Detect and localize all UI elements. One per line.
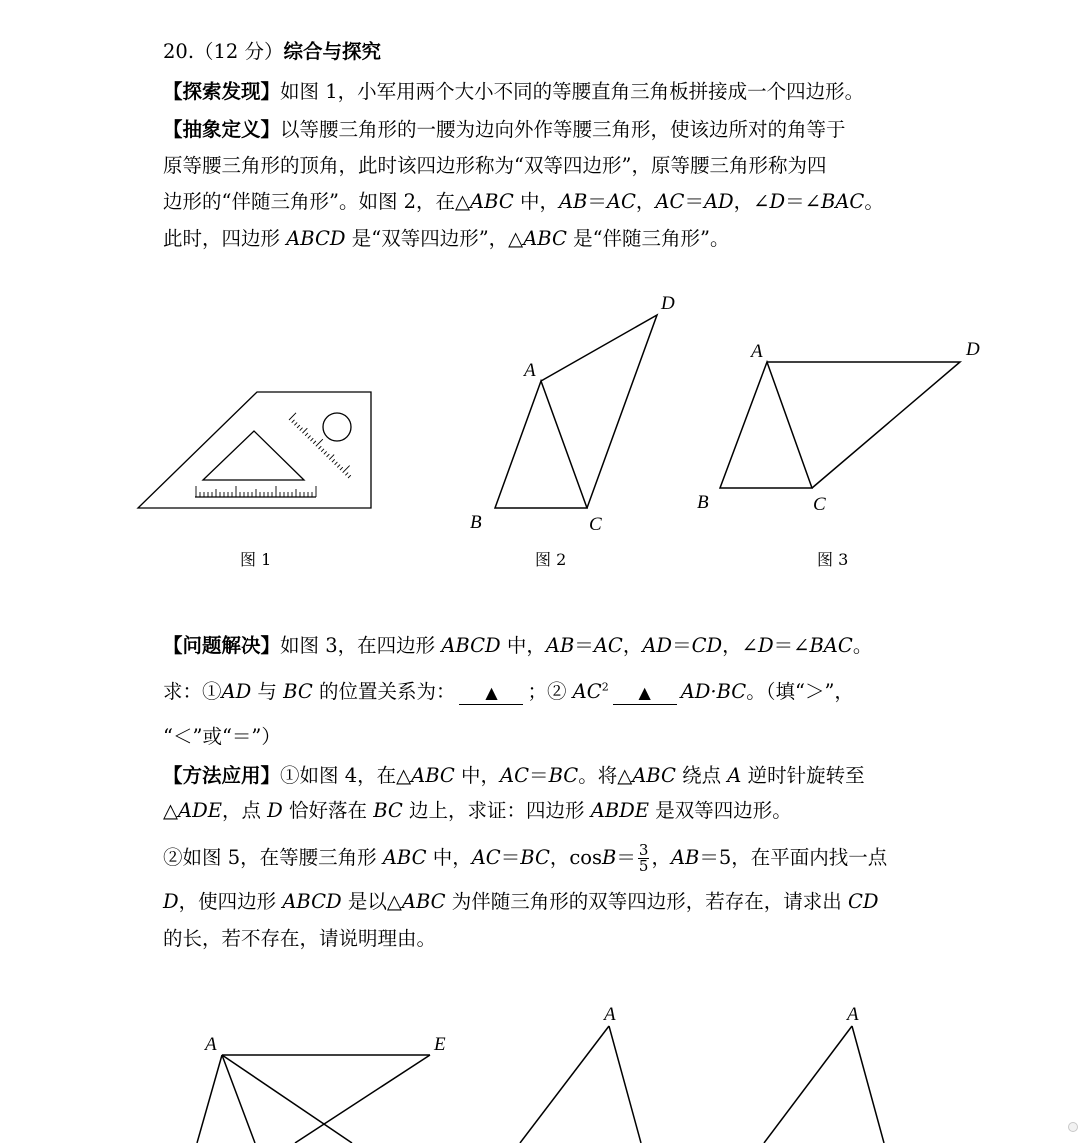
fig4-label-a: A [205, 1034, 217, 1055]
text-span: ， [651, 846, 671, 869]
text-span: ；② [527, 680, 573, 703]
fig4-segment-ac [222, 1055, 352, 1143]
fig3-label-d: D [966, 339, 980, 360]
definition-tag: 【抽象定义】 [163, 118, 281, 141]
text-span: 中， [454, 764, 501, 787]
ruler-tick [335, 462, 338, 465]
math-var: D [267, 799, 283, 822]
text-span: ，使四边形 [178, 890, 283, 913]
definition-line-3 [163, 188, 923, 216]
text-span: 绕点 [675, 764, 728, 787]
text-span: 是“双等四边形”，△ [345, 227, 524, 250]
definition-text-2: 原等腰三角形的顶角，此时该四边形称为“双等四边形”，原等腰三角形称为四 [163, 154, 827, 177]
ruler-tick [345, 473, 348, 476]
math-var: AC [500, 764, 530, 787]
math-var: AD [703, 190, 734, 213]
fig5-segment-ab [520, 1026, 609, 1143]
fraction-numerator: 3 [638, 841, 649, 859]
fig6-label-a: A [847, 1004, 859, 1025]
text-span: ， [635, 190, 656, 213]
math-var: AC [593, 634, 623, 657]
fig2-label-b: B [470, 512, 482, 533]
ruler-tick [310, 438, 313, 441]
fig3-label-b: B [697, 492, 709, 513]
math-var: AC [606, 190, 636, 213]
math-var: ABCD [282, 890, 342, 913]
method-line-1 [163, 762, 923, 790]
fig3-label-c: C [813, 494, 826, 515]
text-span: 的位置关系为： [312, 680, 456, 703]
fig5-label-a: A [604, 1004, 616, 1025]
text-span: 。 [852, 634, 873, 657]
text-span: 此时，四边形 [163, 227, 287, 250]
question-title: 综合与探究 [283, 40, 382, 63]
math-var: AD [221, 680, 252, 703]
text-span: 是双等四边形。 [649, 799, 792, 822]
fig2-triangle-acd [541, 315, 657, 508]
text-span: ＝ [672, 634, 692, 657]
math-var: BC [548, 764, 579, 787]
text-span: 为伴随三角形的双等四边形，若存在，请求出 [445, 890, 848, 913]
text-span: ，∠ [733, 190, 770, 213]
definition-line-1 [163, 116, 923, 144]
explore-text: 如图 1，小军用两个大小不同的等腰直角三角板拼接成一个四边形。 [280, 80, 865, 103]
scroll-indicator[interactable] [1068, 1122, 1078, 1132]
ruler-tick [292, 420, 295, 423]
method-tag: 【方法应用】 [163, 764, 281, 787]
problem-tag: 【问题解决】 [163, 634, 281, 657]
math-var: BC [283, 680, 313, 703]
math-var: ABC [523, 227, 567, 250]
fig2-label-c: C [589, 514, 602, 535]
figure-4-labels [203, 1034, 446, 1055]
ruler-tick [305, 433, 308, 436]
text-span: 的长，若不存在，请说明理由。 [163, 927, 437, 950]
ruler-ticks-diagonal [289, 413, 351, 478]
math-var: B [602, 846, 617, 869]
math-var: A [727, 764, 742, 787]
ruler-tick [319, 446, 322, 449]
ruler-tick [348, 475, 351, 478]
method-line-5 [163, 925, 923, 953]
math-var: BAC [809, 634, 853, 657]
set-square-inner-hole [203, 431, 304, 480]
math-var: AB [545, 634, 575, 657]
text-span: ，点 [221, 799, 268, 822]
ruler-ticks-horizontal [196, 486, 316, 497]
text-span: 是“伴随三角形”。 [566, 227, 730, 250]
text-span: 中， [513, 190, 559, 213]
text-span: ＝ [574, 634, 594, 657]
math-var: AD·BC [680, 680, 747, 703]
explore-paragraph [163, 78, 923, 106]
text-span: 与 [251, 680, 284, 703]
math-var: ABC [401, 890, 446, 913]
text-span: 中， [500, 634, 546, 657]
text-span: ＝5，在平面内找一点 [699, 846, 888, 869]
text-span: ＝ [587, 190, 607, 213]
text-span: ，cos [549, 846, 603, 869]
text-span: 。 [864, 190, 884, 213]
math-var: D [757, 634, 774, 657]
math-var: AB [670, 846, 700, 869]
definition-text-1: 以等腰三角形的一腰为边向外作等腰三角形，使该边所对的角等于 [280, 118, 846, 141]
ruler-tick [329, 455, 334, 460]
math-var: ABC [382, 846, 427, 869]
ruler-tick [340, 467, 343, 470]
ruler-tick [327, 454, 330, 457]
text-span: ②如图 5，在等腰三角形 [163, 846, 383, 869]
fig3-caption: 图 3 [817, 550, 849, 569]
math-var: D [163, 890, 179, 913]
math-var: ABCD [286, 227, 346, 250]
text-span: 。将△ [578, 764, 633, 787]
question-score: （12 分） [194, 40, 284, 63]
method-line-3 [163, 843, 923, 874]
figure-1-set-squares [138, 392, 371, 508]
figure-2 [495, 315, 657, 508]
text-span: ＝ [500, 846, 521, 869]
text-span: ＝ [684, 190, 704, 213]
figure-5 [520, 1026, 641, 1143]
ruler-tick [343, 466, 350, 473]
math-var: ABC [632, 764, 676, 787]
ruler-tick [300, 428, 303, 431]
ruler-tick [313, 441, 316, 444]
question-header [163, 38, 923, 66]
math-var: AC [655, 190, 685, 213]
explore-tag: 【探索发现】 [163, 80, 281, 103]
fig2-label-a: A [524, 360, 536, 381]
ruler-tick [289, 413, 296, 420]
figure-6 [764, 1026, 884, 1143]
fig4-segment-ed [295, 1055, 430, 1143]
text-span: ， [622, 634, 643, 657]
superscript: 2 [601, 680, 609, 694]
fig1-caption: 图 1 [240, 550, 272, 569]
figure-3 [720, 362, 960, 488]
text-span: ＝∠ [773, 634, 810, 657]
ruler-tick [308, 436, 311, 439]
method-line-4 [163, 888, 923, 916]
fig2-caption: 图 2 [535, 550, 567, 569]
text-span: 中， [426, 846, 472, 869]
text-span: △ [163, 799, 178, 822]
large-set-square [138, 392, 371, 508]
fig3-triangle-abc [720, 362, 812, 488]
text-span: ＝ [616, 846, 636, 869]
ruler-tick [332, 459, 335, 462]
ruler-tick [297, 425, 300, 428]
math-var: BC [520, 846, 550, 869]
answer-blank-2[interactable]: ▲ [613, 682, 677, 705]
figure-4 [197, 1055, 430, 1143]
question-number: 20. [163, 40, 195, 63]
text-span: 。（填“＞”， [746, 680, 854, 703]
text-span: ，∠ [722, 634, 758, 657]
text-span: 求：① [163, 680, 222, 703]
text-span: 恰好落在 [282, 799, 374, 822]
method-line-2 [163, 797, 923, 825]
text-span: 边形的“伴随三角形”。如图 2，在△ [163, 190, 471, 213]
fraction-denominator: 5 [638, 857, 649, 875]
fig4-segment-ad [222, 1055, 255, 1143]
fig6-segment-ac [852, 1026, 884, 1143]
fig3-triangle-acd [767, 362, 960, 488]
fig4-segment-ab [197, 1055, 222, 1143]
ruler-tick [337, 465, 340, 468]
figure-2-labels [470, 293, 675, 535]
math-var: ABDE [590, 799, 650, 822]
top-figures [0, 280, 1080, 540]
bottom-figures [0, 990, 1080, 1143]
text-span: ①如图 4，在△ [280, 764, 412, 787]
ruler-tick [302, 428, 307, 433]
ruler-tick [321, 449, 324, 452]
fraction-3-5 [638, 843, 650, 874]
fig2-triangle-abc [495, 381, 587, 508]
math-var: AC [572, 680, 602, 703]
text-span: ＝∠ [785, 190, 821, 213]
math-var: ABC [470, 190, 514, 213]
fig4-label-e: E [434, 1034, 446, 1055]
problem-line-1 [163, 632, 923, 660]
ruler-tick [324, 451, 327, 454]
text-span: 是以△ [341, 890, 402, 913]
text-span: 如图 3，在四边形 [280, 634, 442, 657]
problem-line-2 [163, 678, 923, 706]
fig2-label-d: D [661, 293, 675, 314]
definition-line-2 [163, 152, 923, 180]
text-span: 逆时针旋转至 [741, 764, 865, 787]
problem-line-3 [163, 723, 923, 751]
answer-blank-1[interactable]: ▲ [459, 682, 523, 705]
math-var: D [769, 190, 786, 213]
fig6-segment-ab [764, 1026, 852, 1143]
math-var: CD [848, 890, 879, 913]
math-var: BC [373, 799, 403, 822]
math-var: AD [642, 634, 673, 657]
math-var: AC [471, 846, 501, 869]
ruler-tick [294, 422, 297, 425]
fig5-segment-ac [609, 1026, 641, 1143]
math-var: ABC [411, 764, 455, 787]
set-square-circle-hole [323, 413, 351, 441]
math-var: CD [691, 634, 723, 657]
definition-line-4 [163, 225, 923, 253]
text-span: ＝ [529, 764, 549, 787]
math-var: BAC [821, 190, 865, 213]
fig3-label-a: A [751, 341, 763, 362]
ruler-tick [316, 439, 323, 446]
text-span: “＜”或“＝”） [163, 725, 281, 748]
text-span: 边上，求证：四边形 [402, 799, 591, 822]
math-var: AB [558, 190, 588, 213]
math-var: ADE [178, 799, 222, 822]
math-var: ABCD [441, 634, 501, 657]
